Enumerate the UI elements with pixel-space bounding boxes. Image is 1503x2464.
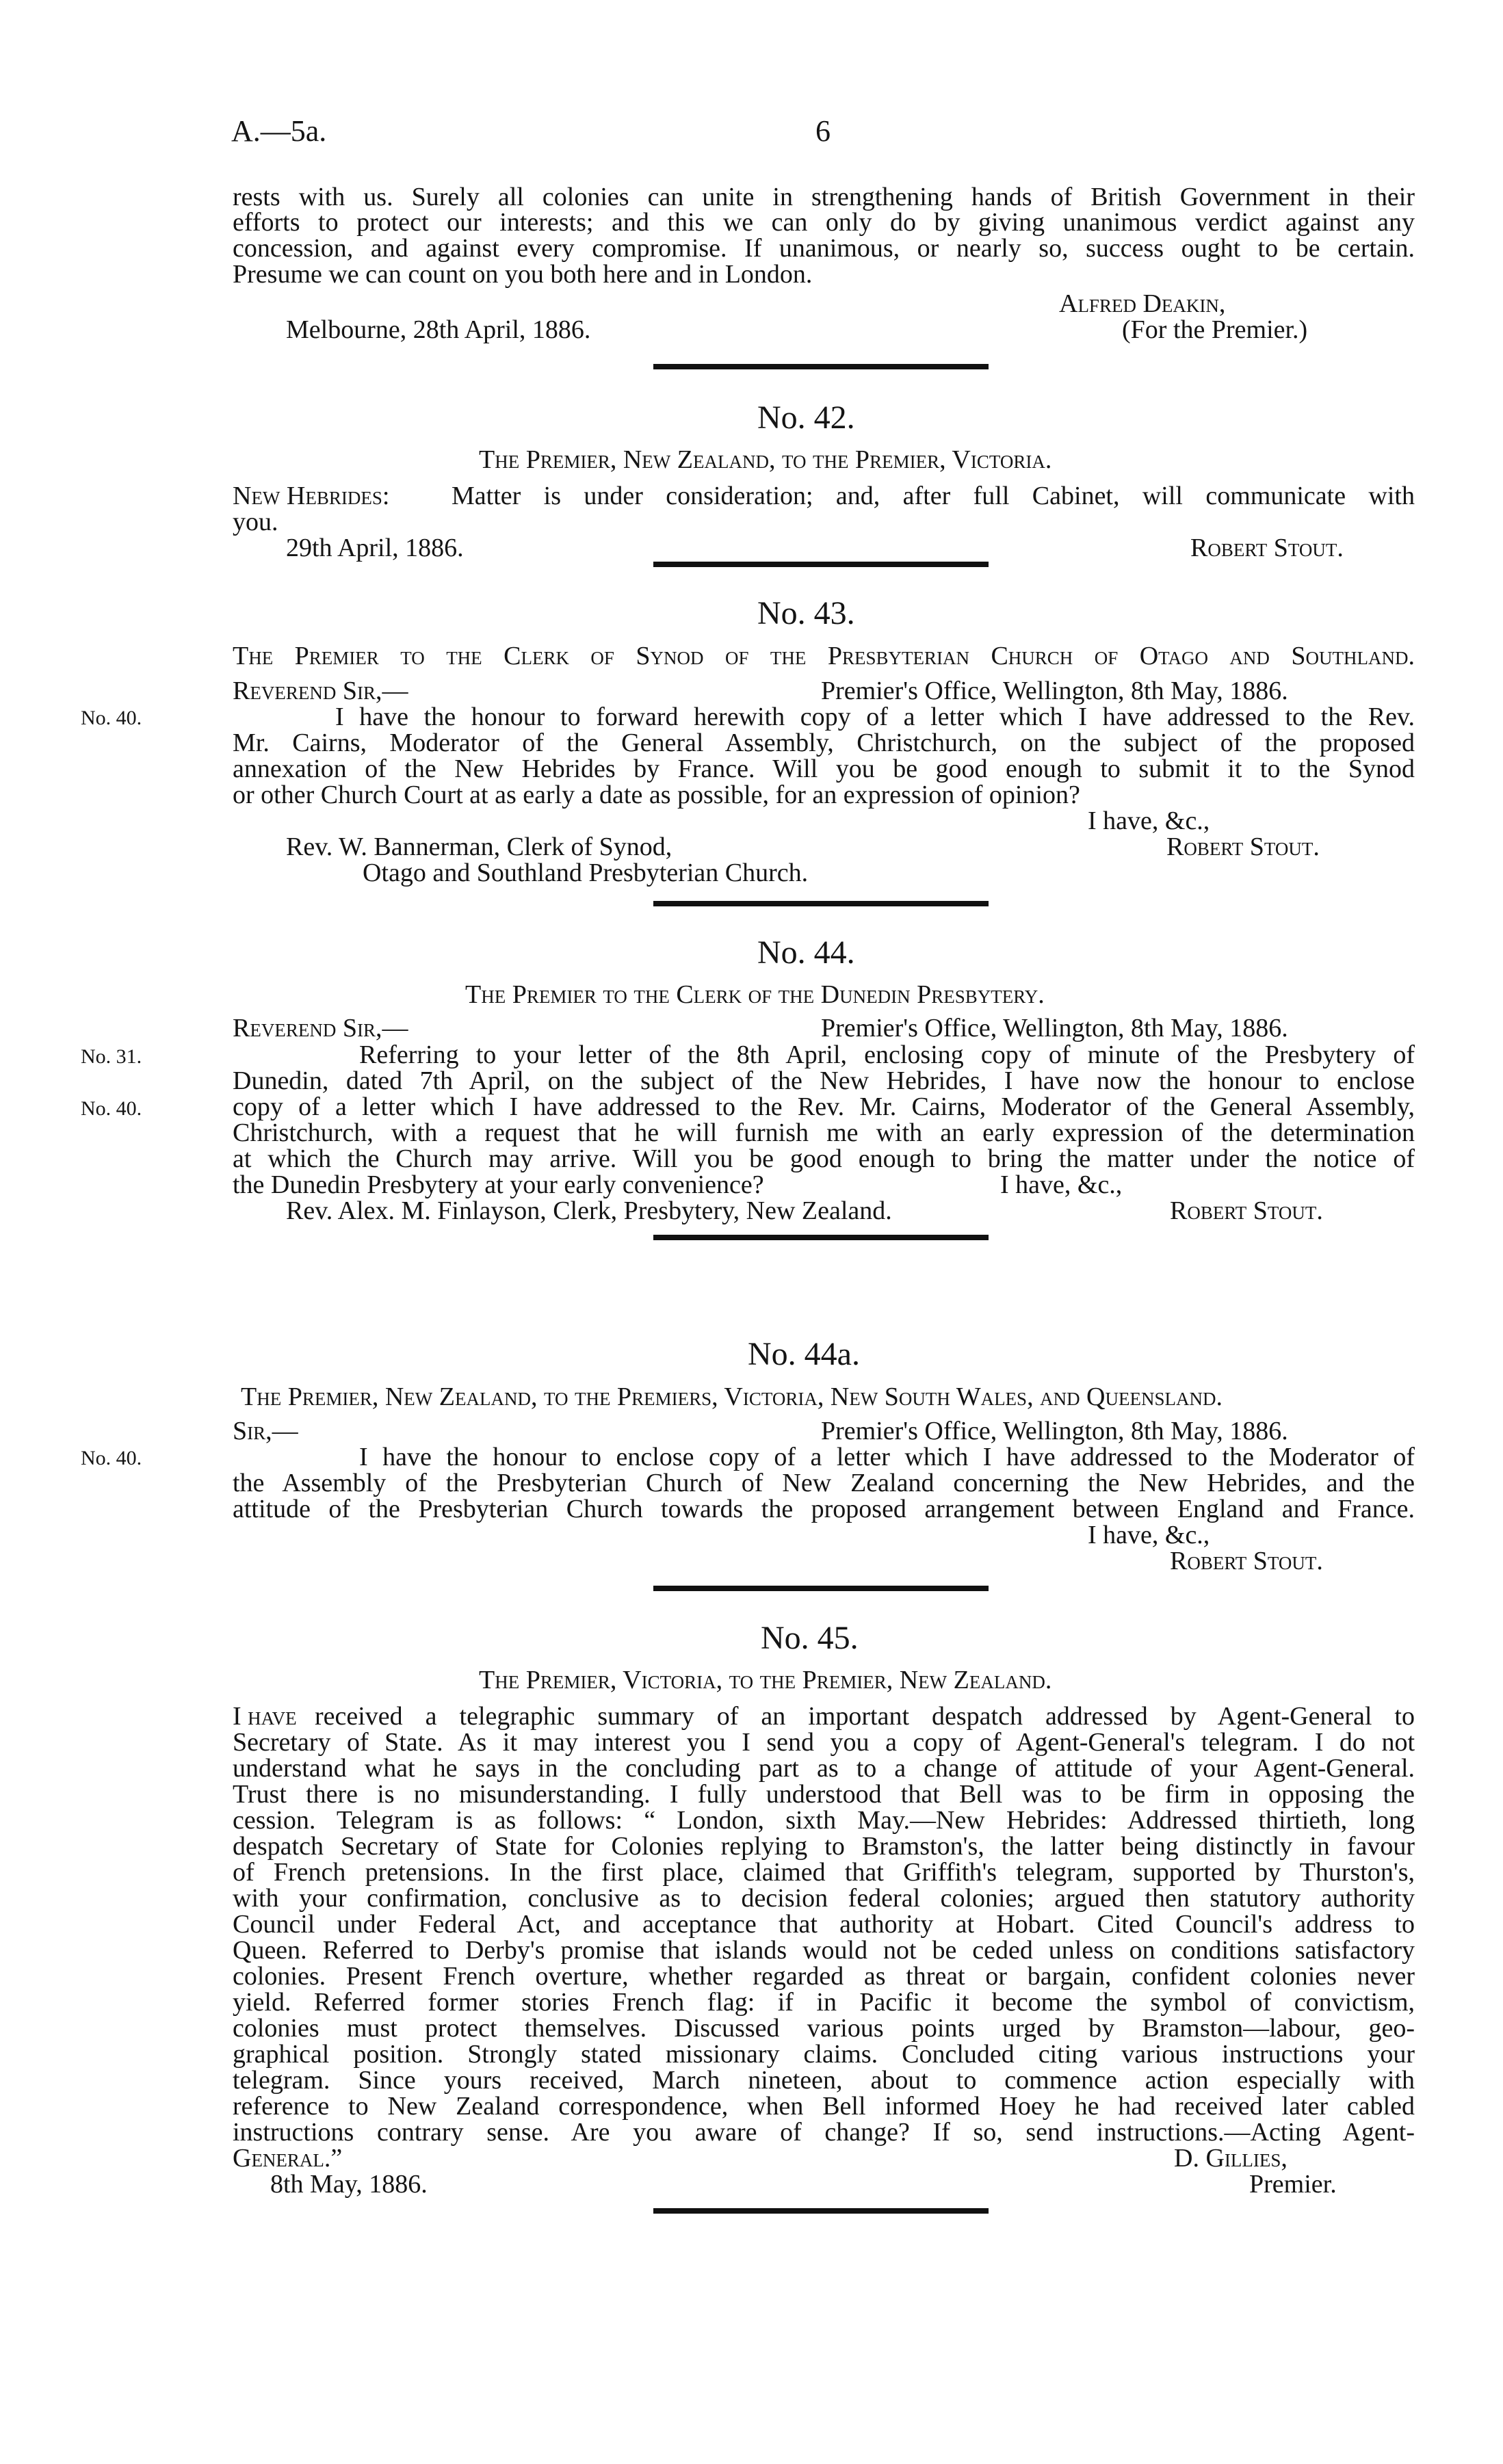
section-title: No. 42.: [757, 399, 855, 436]
margin-reference: No. 31.: [81, 1045, 142, 1068]
body-line: Secretary of State. As it may interest you I send you a copy of Agent-General's telegram. I do not: [233, 1728, 1415, 1757]
margin-reference: No. 40.: [81, 707, 142, 729]
body-line: with your confirmation, conclusive as to decision federal colonies; argued then statutory authority: [233, 1884, 1415, 1913]
section-heading: The Premier, New Zealand, to the Premiers, Victoria, New South Wales, and Queensland.: [241, 1382, 1223, 1411]
body-line: at which the Church may arrive. Will you be good enough to bring the matter under the notice of: [233, 1144, 1415, 1173]
margin-reference: No. 40.: [81, 1447, 142, 1469]
body-line: instructions contrary sense. Are you aware of change? If so, send instructions.—Acting Agent-: [233, 2118, 1415, 2147]
section-title: No. 44a.: [748, 1336, 860, 1372]
body-line: graphical position. Strongly stated missionary claims. Concluded citing various instructions your: [233, 2040, 1415, 2069]
closing: I have, &c.,: [1088, 1521, 1210, 1549]
body-line: the Dunedin Presbytery at your early convenience?: [233, 1170, 764, 1199]
section-heading: The Premier, New Zealand, to the Premier, Victoria.: [479, 445, 1052, 474]
margin-reference: No. 40.: [81, 1097, 142, 1120]
body-line: colonies. Present French overture, whether regarded as threat or bargain, confident colonies never: [233, 1962, 1415, 1991]
date: 8th May, 1886.: [270, 2170, 428, 2199]
signatory: D. Gillies,: [1174, 2144, 1288, 2173]
office-date: Premier's Office, Wellington, 8th May, 1886.: [821, 677, 1288, 705]
addressee: Rev. W. Bannerman, Clerk of Synod,: [286, 833, 672, 861]
body-line: colonies must protect themselves. Discussed various points urged by Bramston—labour, geo-: [233, 2014, 1415, 2043]
body-line: I have the honour to forward herewith copy of a letter which I have addressed to the Rev.: [335, 703, 1415, 731]
signatory: Robert Stout.: [1170, 1196, 1323, 1225]
section-title: No. 43.: [757, 595, 855, 631]
intro-role: (For the Premier.): [1122, 315, 1308, 344]
intro-signatory: Alfred Deakin,: [1059, 289, 1226, 318]
section-divider: [653, 562, 989, 567]
page-number: 6: [815, 114, 831, 148]
body-line: Council under Federal Act, and acceptance that authority at Hobart. Cited Council's address to: [233, 1910, 1415, 1939]
body-line: cession. Telegram is as follows: “ London, sixth May.—New Hebrides: Addressed thirtieth, long: [233, 1806, 1415, 1835]
body-line: Queen. Referred to Derby's promise that islands would not be ceded unless on conditions satisfactory: [233, 1936, 1415, 1965]
salutation: Sir,—: [233, 1417, 298, 1445]
body-line: I have the honour to enclose copy of a letter which I have addressed to the Moderator of: [359, 1443, 1415, 1471]
section-title: No. 45.: [761, 1620, 859, 1656]
body-line: attitude of the Presbyterian Church towards the proposed arrangement between England and France.: [233, 1495, 1415, 1523]
role: Premier.: [1249, 2170, 1337, 2199]
body-line: the Assembly of the Presbyterian Church of New Zealand concerning the New Hebrides, and the: [233, 1469, 1415, 1497]
addressee: Rev. Alex. M. Finlayson, Clerk, Presbytery, New Zealand.: [286, 1196, 892, 1225]
section-heading: The Premier to the Clerk of Synod of the Presbyterian Church of Otago and Southland.: [233, 642, 1415, 670]
closing: I have, &c.,: [1000, 1170, 1123, 1199]
body-line: General.”: [233, 2144, 343, 2173]
document-reference: A.—5a.: [231, 114, 327, 148]
body-line: of French pretensions. In the first place, claimed that Griffith's telegram, supported by Thurston's,: [233, 1858, 1415, 1887]
body-line: or other Church Court at as early a date as possible, for an expression of opinion?: [233, 781, 1080, 809]
salutation: Reverend Sir,—: [233, 677, 408, 705]
section-title: No. 44.: [757, 934, 855, 971]
body-line: Matter is under consideration; and, after full Cabinet, will communicate with: [452, 482, 1415, 510]
section-heading: The Premier to the Clerk of the Dunedin Presbytery.: [465, 980, 1045, 1009]
intro-place-date: Melbourne, 28th April, 1886.: [286, 315, 591, 344]
body-line: Christchurch, with a request that he will furnish me with an early expression of the determination: [233, 1118, 1415, 1147]
intro-line-2: efforts to protect our interests; and this we can only do by giving unanimous verdict against any: [233, 208, 1415, 237]
body-lead: I have: [233, 1702, 297, 1731]
subject-lead: New Hebrides:: [233, 482, 390, 510]
body-line: understand what he says in the concluding part as to a change of attitude of your Agent-General.: [233, 1754, 1415, 1783]
office-date: Premier's Office, Wellington, 8th May, 1886.: [821, 1417, 1288, 1445]
body-line: telegram. Since yours received, March nineteen, about to commence action especially with: [233, 2066, 1415, 2095]
body-line: copy of a letter which I have addressed to the Rev. Mr. Cairns, Moderator of the General Assembly,: [233, 1092, 1415, 1121]
section-divider: [653, 364, 989, 369]
intro-line-1: rests with us. Surely all colonies can unite in strengthening hands of British Government in their: [233, 183, 1415, 211]
signatory: Robert Stout.: [1170, 1547, 1323, 1575]
closing: I have, &c.,: [1088, 807, 1210, 835]
body-line: yield. Referred former stories French flag: if in Pacific it become the symbol of convictism,: [233, 1988, 1415, 2017]
body-line: received a telegraphic summary of an important despatch addressed by Agent-General to: [315, 1702, 1415, 1731]
section-divider: [653, 2208, 989, 2214]
body-line: annexation of the New Hebrides by France. Will you be good enough to submit it to the Synod: [233, 755, 1415, 783]
intro-line-3: concession, and against every compromise. If unanimous, or nearly so, success ought to be certain.: [233, 234, 1415, 263]
body-line: Referring to your letter of the 8th April, enclosing copy of minute of the Presbytery of: [359, 1040, 1415, 1069]
section-divider: [653, 1235, 989, 1240]
section-divider: [653, 1586, 989, 1591]
body-line: Trust there is no misunderstanding. I fully understood that Bell was to be firm in opposing the: [233, 1780, 1415, 1809]
signatory: Robert Stout.: [1190, 534, 1344, 562]
salutation: Reverend Sir,—: [233, 1014, 408, 1043]
body-line: you.: [233, 508, 278, 536]
intro-line-4: Presume we can count on you both here and in London.: [233, 260, 813, 289]
body-line: Dunedin, dated 7th April, on the subject of the New Hebrides, I have now the honour to enclose: [233, 1066, 1415, 1095]
section-divider: [653, 901, 989, 906]
addressee-line-2: Otago and Southland Presbyterian Church.: [363, 859, 809, 887]
office-date: Premier's Office, Wellington, 8th May, 1886.: [821, 1014, 1288, 1043]
date: 29th April, 1886.: [286, 534, 464, 562]
body-line: Mr. Cairns, Moderator of the General Assembly, Christchurch, on the subject of the proposed: [233, 729, 1415, 757]
section-heading: The Premier, Victoria, to the Premier, New Zealand.: [479, 1666, 1052, 1694]
body-line: reference to New Zealand correspondence, when Bell informed Hoey he had received later cabled: [233, 2092, 1415, 2121]
signatory: Robert Stout.: [1166, 833, 1320, 861]
body-line: despatch Secretary of State for Colonies replying to Bramston's, the latter being distinctly in favour: [233, 1832, 1415, 1861]
